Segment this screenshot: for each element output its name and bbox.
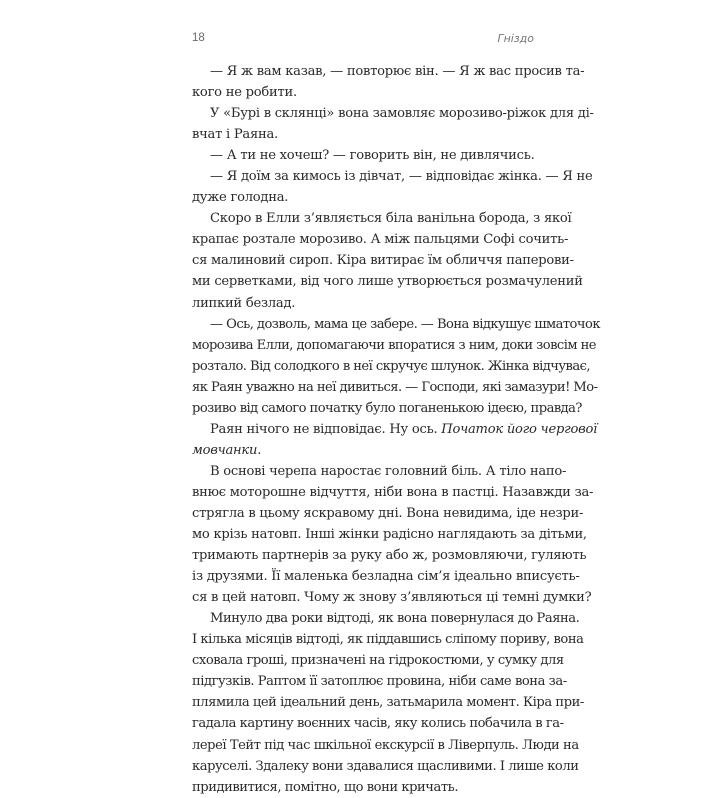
text-line: як Раян уважно на неї дивиться. — Господи, які замазури! Мо-	[192, 379, 598, 395]
text-line: розиво від самого початку було поганенькою ідеєю, правда?	[192, 400, 582, 416]
text-line: крапає розтале морозиво. А між пальцями Софі сочить-	[192, 232, 569, 248]
text-run: Раян нічого не відповідає. Ну ось.	[210, 421, 442, 437]
text-run: .	[257, 442, 262, 458]
paragraph	[192, 61, 585, 103]
paragraph	[192, 419, 598, 461]
text-line	[192, 440, 534, 461]
text-line: ся в цей натовп. Чому ж знову з’являються ці темні думки?	[192, 590, 592, 606]
paragraph	[192, 208, 583, 313]
text-line: тримають партнерів за руку або ж, розмовляючи, гуляють	[192, 548, 587, 564]
text-line: плямила цей ідеальний день, затьмарила момент. Кіра при-	[192, 695, 584, 711]
body-text	[192, 61, 600, 798]
text-line	[192, 419, 598, 440]
text-line: гадала картину воєнних часів, яку колись побачила в га-	[192, 716, 564, 732]
page-number: 18	[192, 32, 205, 44]
text-line: придивитися, помітно, що вони кричать.	[192, 779, 459, 795]
paragraph	[192, 608, 584, 797]
text-line: — Я доїм за кимось із дівчат, — відповідає жінка. — Я не	[210, 169, 593, 185]
italic-text: Початок його чергової	[441, 421, 598, 437]
text-line: дуже голодна.	[192, 190, 289, 206]
text-line: — А ти не хочеш? — говорить він, не дивлячись.	[210, 148, 535, 164]
paragraph	[192, 166, 593, 208]
text-line: В основі черепа наростає головний біль. А тіло напо-	[210, 463, 567, 479]
text-line: із друзями. Її маленька безладна сім’я ідеально вписуєть-	[192, 569, 580, 585]
text-line: підгузків. Раптом її затоплює провина, ніби саме вона за-	[192, 674, 567, 690]
text-line: ся малиновий сироп. Кіра витирає їм обличчя паперови-	[192, 253, 574, 269]
text-line: каруселі. Здалеку вони здавалися щасливими. І лише коли	[192, 758, 579, 774]
paragraph	[192, 314, 600, 419]
text-line: ми серветками, від чого лише утворюється розмачулений	[192, 274, 583, 290]
text-line: І кілька місяців відтоді, як піддавшись сліпому пориву, вона	[192, 632, 584, 648]
paragraph	[192, 103, 594, 145]
text-line: — Ось, дозволь, мама це забере. — Вона відкушує шматочок	[210, 316, 600, 332]
italic-text: мовчанки	[192, 442, 258, 458]
text-line: вчат і Раяна.	[192, 127, 278, 143]
text-line: кого не робити.	[192, 85, 297, 101]
text-line: мо крізь натовп. Інші жінки радісно наглядають за дітьми,	[192, 527, 587, 543]
running-header	[192, 32, 534, 48]
paragraph	[192, 461, 594, 608]
text-line: липкий безлад.	[192, 295, 296, 311]
book-title: Гніздо	[497, 32, 534, 45]
text-line: Минуло два роки відтоді, як вона повернулася до Раяна.	[210, 611, 580, 627]
text-line: морозива Елли, допомагаючи впоратися з ним, доки зовсім не	[192, 337, 596, 353]
text-line: Скоро в Елли з’являється біла ванільна борода, з якої	[210, 211, 572, 227]
text-line: розтало. Від солодкого в неї скручує шлунок. Жінка відчуває,	[192, 358, 591, 374]
text-line: — Я ж вам казав, — повторює він. — Я ж вас просив та-	[210, 64, 585, 79]
text-line: сховала гроші, призначені на гідрокостюми, у сумку для	[192, 653, 564, 669]
text-line: У «Бурі в склянці» вона замовляє морозиво-ріжок для ді-	[210, 106, 594, 122]
text-line: внює моторошне відчуття, ніби вона в пастці. Назавжди за-	[192, 484, 594, 500]
text-line: лереї Тейт під час шкільної екскурсії в Ліверпуль. Люди на	[192, 737, 579, 753]
paragraph	[192, 145, 534, 166]
text-line: стрягла в цьому яскравому дні. Вона невидима, іде незри-	[192, 505, 584, 521]
